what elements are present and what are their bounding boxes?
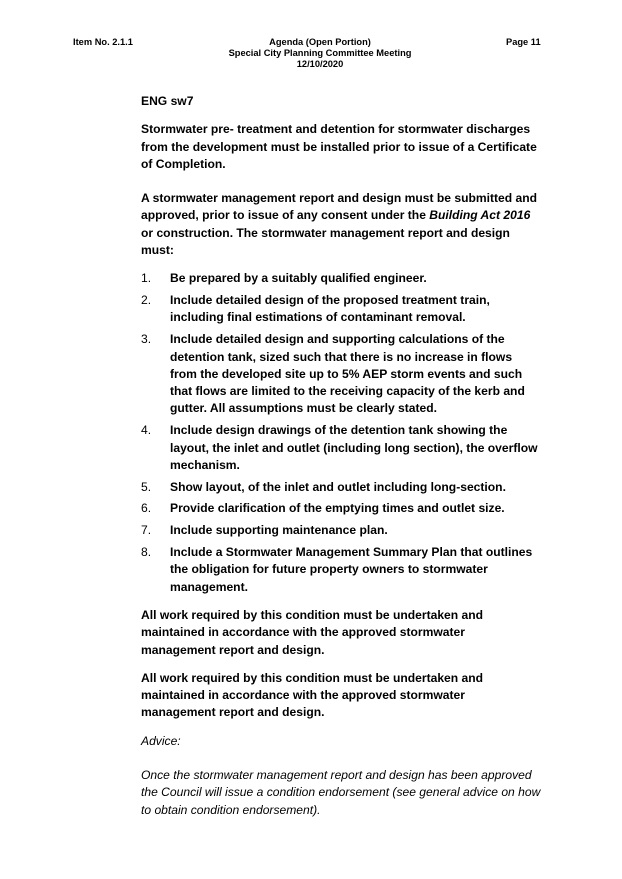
list-item xyxy=(141,422,541,474)
list-item xyxy=(141,500,541,517)
meeting-info xyxy=(180,37,460,70)
advice-text: Once the stormwater management report and design has been approved the Council will issue a condition endorsement (see general advice on how to obtain condition endorsement). xyxy=(141,768,541,817)
list-number: 7. xyxy=(141,523,152,538)
agenda-title: Agenda (Open Portion) xyxy=(269,37,371,47)
page-number: Page 11 xyxy=(506,37,541,47)
list-text: Include detailed design of the proposed treatment train, including final estimations of contaminant removal. xyxy=(170,293,490,325)
list-text: Include supporting maintenance plan. xyxy=(170,523,388,538)
list-item xyxy=(141,544,541,596)
list-text: Include design drawings of the detention tank showing the layout, the inlet and outlet (including long section), the overflow mechanism. xyxy=(170,423,538,472)
list-number: 3. xyxy=(141,332,152,347)
page-header xyxy=(0,37,622,77)
list-number: 1. xyxy=(141,271,152,286)
building-act-reference: Building Act 2016 xyxy=(429,208,531,223)
paragraph-4: All work required by this condition must be undertaken and maintained in accordance with the approved stormwater management report and design. xyxy=(141,670,484,720)
list-item xyxy=(141,331,541,417)
paragraph-1: Stormwater pre- treatment and detention for stormwater discharges from the development must be installed prior to issue of a Certificate of Completion. xyxy=(141,122,537,171)
list-number: 6. xyxy=(141,501,152,516)
item-number: Item No. 2.1.1 xyxy=(73,37,133,47)
list-text: Include a Stormwater Management Summary Plan that outlines the obligation for future property owners to stormwater management. xyxy=(170,545,533,594)
advice-label: Advice: xyxy=(141,733,181,748)
list-item xyxy=(141,479,541,496)
paragraph-2-part-a: A stormwater management report and design must be submitted and approved, prior to issue of any consent under the xyxy=(141,191,538,223)
paragraph-2-part-b: or construction. The stormwater management report and design must: xyxy=(141,225,510,258)
list-number: 2. xyxy=(141,293,152,308)
meeting-date: 12/10/2020 xyxy=(296,59,344,69)
paragraph-3: All work required by this condition must be undertaken and maintained in accordance with the approved stormwater management report and design. xyxy=(141,607,484,657)
condition-code: ENG sw7 xyxy=(141,94,194,108)
list-number: 4. xyxy=(141,423,152,438)
list-text: Include detailed design and supporting calculations of the detention tank, sized such that there is no increase in flows from the developed site up to 5% AEP storm events and such that flows are limited to the receiving capacity of the kerb and gutter. All assumptions must be clearly stated. xyxy=(170,332,525,416)
paragraph-2 xyxy=(141,190,541,259)
list-text: Provide clarification of the emptying times and outlet size. xyxy=(170,501,505,516)
list-text: Be prepared by a suitably qualified engineer. xyxy=(170,271,427,286)
list-text: Show layout, of the inlet and outlet including long-section. xyxy=(170,479,506,494)
meeting-title: Special City Planning Committee Meeting xyxy=(228,48,412,58)
condition-body xyxy=(141,93,541,819)
list-item xyxy=(141,270,541,287)
list-item xyxy=(141,522,541,539)
requirements-list xyxy=(141,270,541,596)
list-number: 5. xyxy=(141,479,152,494)
list-item xyxy=(141,292,541,327)
list-number: 8. xyxy=(141,545,152,560)
